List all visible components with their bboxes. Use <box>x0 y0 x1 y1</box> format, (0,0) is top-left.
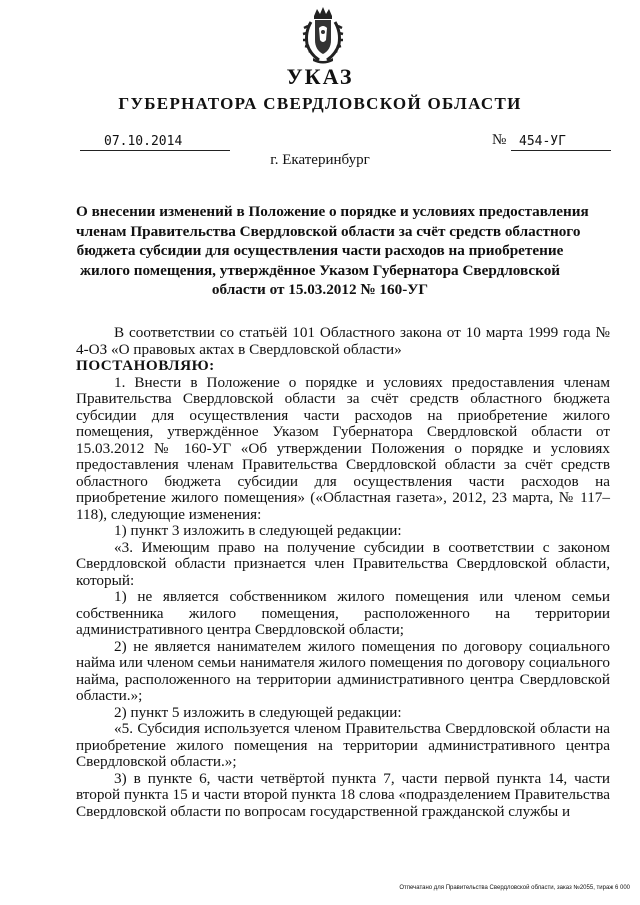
subitem-1-a: 1) не является собственником жилого помещения или членом семьи собственника жилого помещения, расположенного на территории административного центра Свердловской области; <box>76 588 610 638</box>
subitem-3: 3) в пункте 6, части четвёртой пункта 7, части первой пункта 14, части второй пункта 15 и части второй пункта 18 слова «подразделением Правительства Свердловской области по вопросам государственной гражданской службы и <box>76 769 610 820</box>
document-number: 454-УГ <box>511 133 611 151</box>
heading-line: области от 15.03.2012 № 160-УГ <box>211 281 429 298</box>
document-body <box>76 325 610 820</box>
number-sign: № <box>492 132 507 148</box>
intro-paragraph: В соответствии со статьёй 101 Областного закона от 10 марта 1999 года № 4-ОЗ «О правовых актах в Свердловской области» <box>76 324 610 358</box>
heading-line: членам Правительства Свердловской области за счёт средств областного <box>76 222 581 240</box>
document-city: г. Екатеринбург <box>270 152 370 168</box>
subitem-2: 2) пункт 5 изложить в следующей редакции: <box>114 703 402 721</box>
coat-of-arms-icon <box>301 6 345 66</box>
document-date: 07.10.2014 <box>80 133 230 151</box>
document-title: УКАЗ <box>286 64 354 89</box>
subitem-1-quote: «3. Имеющим право на получение субсидии в соответствии с законом Свердловской области признается член Правительства Свердловской области, который: <box>76 538 610 589</box>
subitem-2-quote: «5. Субсидия используется членом Правительства Свердловской области на приобретение жилого помещения на территории административного центра Свердловской области.»; <box>76 720 610 770</box>
document-subtitle: ГУБЕРНАТОРА СВЕРДЛОВСКОЙ ОБЛАСТИ <box>118 94 522 113</box>
postanovlyayu-label: ПОСТАНОВЛЯЮ: <box>76 357 215 374</box>
heading-line: бюджета субсидии для осуществления части расходов на приобретение <box>76 242 564 259</box>
subitem-1-b: 2) не является нанимателем жилого помещения по договору социального найма или членом семьи нанимателя жилого помещения по договору социального найма, расположенного на территории административного центра Свердловской области.»; <box>76 637 610 704</box>
heading-line: О внесении изменений в Положение о порядке и условиях предоставления <box>76 203 589 220</box>
heading-line: жилого помещения, утверждённое Указом Губернатора Свердловской <box>79 261 561 279</box>
item-1-paragraph: 1. Внести в Положение о порядке и условиях предоставления членам Правительства Свердловской области за счёт средств областного бюджета субсидии для осуществления части расходов на приобретение жилого помещения, утверждённое Указом Губернатора Свердловской области от 15.03.2012 № 160-УГ «Об утверждении Положения о порядке и условиях предоставления членам Правительства Свердловской области за счёт средств областного бюджета субсидии для осуществления части расходов на приобретение жилого помещения» («Областная газета», 2012, 23 марта, № 117–118), следующие изменения: <box>76 373 610 523</box>
document-heading <box>76 202 589 300</box>
subitem-1: 1) пункт 3 изложить в следующей редакции: <box>114 522 402 539</box>
print-footer: Отпечатано для Правительства Свердловской области, заказ №2055, тираж 6 000 <box>399 885 630 891</box>
